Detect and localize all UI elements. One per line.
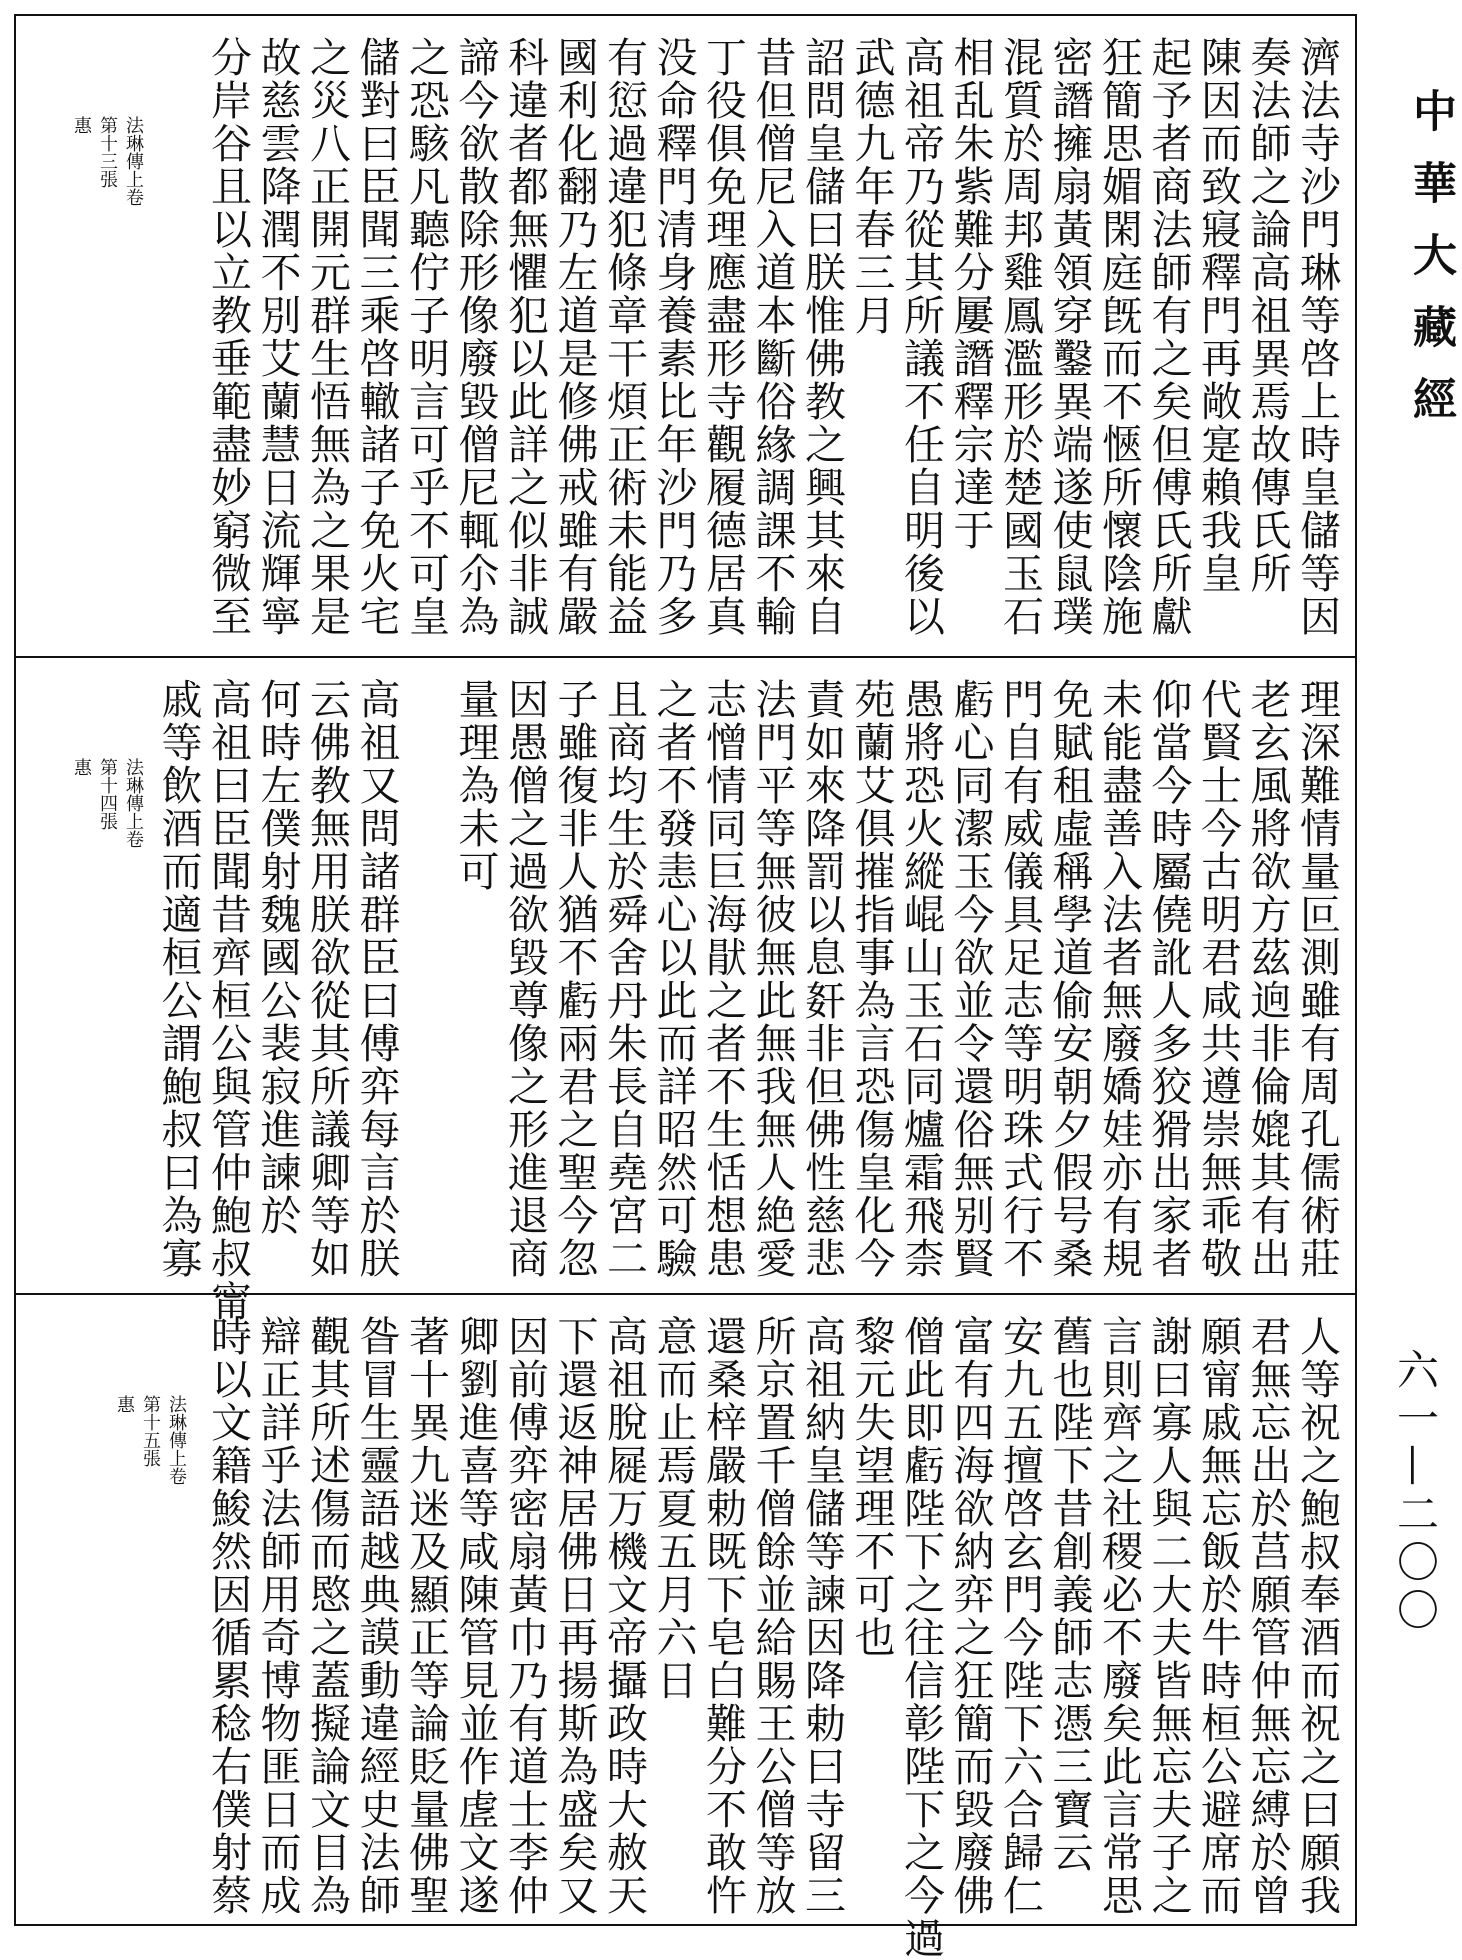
text-column: 高祖曰臣聞昔齊桓公與管仲鮑叔甯 [204,678,252,1323]
text-column: 昔但僧尼入道本斷俗緣調課不輸 [748,36,797,638]
collection-title: 中華大藏經 [1405,88,1456,448]
margin-book-title: 法琳傳上卷 [123,758,144,848]
text-column: 丁役俱免理應盡形寺觀履德居真 [699,36,747,638]
text-column: 之災八正開元群生悟無為之果是 [303,36,351,638]
text-column: 老玄風將欲方茲逈非倫媲其有出 [1243,678,1292,1280]
text-column: 混質於周邦雞鳳濫形於楚國玉石 [996,36,1044,638]
text-column: 富有四海欲納弈之狂簡而毀廢佛 [946,1315,995,1917]
text-column: 陳因而致寢釋門再敞寔賴我皇 [1194,36,1242,595]
text-column: 時以文籍鮻然因循累稔右僕射蔡 [204,1315,252,1917]
text-column: 昝冒生靈語越典謨動違經史法師 [352,1315,401,1917]
text-column: 所京置千僧餘並給賜王公僧等放 [748,1315,797,1917]
text-column: 狂簡思媚閑庭旣而不愜所懷陰施 [1095,36,1143,638]
text-column: 代賢士今古明君咸共遵崇無乖敬 [1194,678,1242,1280]
text-column: 密譖擁扇黃領穿鑿異端遂使鼠璞 [1045,36,1094,638]
margin-book-title: 法琳傳上卷 [123,116,144,206]
text-panel-3 [16,1293,1355,1960]
text-column: 相乱朱紫難分屢譖釋宗達于 [946,36,995,552]
panel-margin [111,1395,189,1895]
text-column: 儲對曰臣聞三乘啓轍諸子免火宅 [352,36,401,638]
panel-body [203,1315,1342,1960]
text-column: 高祖又問諸群臣曰傅弈每言於朕 [352,678,401,1280]
text-column: 詔問皇儲曰朕惟佛教之興其來自 [798,36,846,638]
text-column: 没命釋門清身養素比年沙門乃多 [649,36,698,638]
panel-body [153,678,1341,1323]
panel-margin [68,758,146,1258]
text-column: 奏法師之論高祖異焉故傳氏所 [1243,36,1292,595]
text-column: 量理為未可 [451,678,500,893]
text-column: 仰當今時屬僥訛人多狡猾出家者 [1144,678,1193,1280]
text-column: 辯正詳乎法師用奇博物匪日而成 [253,1315,302,1917]
text-column: 門自有威儀具足志等明珠式行不 [996,678,1044,1280]
text-column: 何時左僕射魏國公裴寂進諫於 [253,678,302,1237]
text-column: 故慈雲降潤不別艾蘭慧日流輝寧 [253,36,302,638]
text-column: 因愚僧之過欲毀尊像之形進退商 [501,678,549,1280]
text-panel-1 [16,16,1355,656]
text-column: 理深難情量叵測雖有周孔儒術莊 [1293,678,1341,1280]
text-panel-2 [16,656,1355,1323]
text-column: 高祖脫屣万機文帝攝政時大赦天 [600,1315,648,1917]
text-column: 起予者商法師有之矣但傅氏所獻 [1144,36,1193,638]
text-column: 願甯戚無忘飯於牛時桓公避席而 [1194,1315,1242,1917]
margin-sheet-number: 第十五張 [140,1395,161,1467]
text-column: 舊也陛下昔創義師志憑三寶云 [1045,1315,1094,1874]
text-column: 科違者都無懼犯以此詳之似非誠 [501,36,549,638]
text-column: 下還返神居佛日再揚斯為盛矣又 [550,1315,599,1917]
text-column: 虧心同潔玉今欲並令還俗無别賢 [946,678,995,1280]
text-column: 諦今欲散除形像廢毀僧尼輒尒為 [451,36,500,638]
text-column: 之恐駭凡聽佇子明言可乎不可皇 [402,36,450,638]
text-column: 著十異九迷及顯正等論貶量佛聖 [402,1315,450,1917]
panel-margin [68,116,146,616]
text-column: 分岸谷且以立教垂範盡妙窮微至 [204,36,252,638]
text-column: 且商均生於舜舍丹朱長自堯宮二 [600,678,648,1280]
text-column: 愚將恐火縱崐山玉石同爐霜飛柰 [897,678,945,1280]
text-column: 君無忘出於莒願管仲無忘縛於曾 [1243,1315,1292,1917]
text-column: 卿劉進喜等咸陳管見並作虗文遂 [451,1315,500,1917]
text-column: 武德九年春三月 [847,36,896,337]
margin-mark: 惠 [71,758,92,776]
text-column: 因前傅弈密扇黃巾乃有道士李仲 [501,1315,549,1917]
text-column: 還桑梓嚴勅既下皂白難分不敢忤 [699,1315,747,1917]
text-column: 濟法寺沙門琳等啓上時皇儲等因 [1293,36,1341,638]
text-column: 意而止焉夏五月六日 [649,1315,698,1702]
margin-book-title: 法琳傳上卷 [166,1395,187,1485]
panel-body [203,36,1342,636]
margin-mark: 惠 [71,116,92,134]
text-column: 志憎情同巨海猒之者不生恬想患 [699,678,747,1280]
page-number: 六一—二〇〇 [1391,1348,1440,1636]
text-column: 免賦租虛稱學道偷安朝夕假号桑 [1045,678,1094,1280]
text-column: 子雖復非人猶不虧兩君之聖今忽 [550,678,599,1280]
text-column: 謝曰寡人與二大夫皆無忘夫子之 [1144,1315,1193,1917]
text-column: 有愆過違犯條章干煩正術未能益 [600,36,648,638]
text-column: 言則齊之社稷必不廢矣此言常思 [1095,1315,1143,1917]
text-column: 觀其所述傷而愍之蓋擬論文目為 [303,1315,351,1917]
text-column: 云佛教無用朕欲從其所議卿等如 [303,678,351,1280]
margin-sheet-number: 第十三張 [97,116,118,188]
text-column: 高祖帝乃從其所議不任自明後以 [897,36,945,638]
text-column: 戚等飲酒而適桓公謂鮑叔曰為寡 [154,678,203,1280]
margin-mark: 惠 [114,1395,135,1413]
text-column: 安九五擅啓玄門今陛下六合歸仁 [996,1315,1044,1917]
text-column: 之者不發恚心以此而詳昭然可驗 [649,678,698,1280]
text-column: 僧此即虧陛下之往信彰陛下之今過 [897,1315,945,1960]
text-column: 法門平等無彼無此無我無人絶愛 [748,678,797,1280]
margin-sheet-number: 第十四張 [97,758,118,830]
text-column: 國利化翻乃左道是修佛戒雖有嚴 [550,36,599,638]
text-column: 黎元失望理不可也 [847,1315,896,1659]
text-column: 未能盡善入法者無廢嬌娃亦有規 [1095,678,1143,1280]
page-frame [14,14,1357,1960]
text-column: 責如來降罰以息姧非但佛性慈悲 [798,678,846,1280]
text-column: 人等祝之鮑叔奉酒而祝之曰願我 [1293,1315,1341,1917]
text-column: 苑蘭艾俱摧指事為言恐傷皇化今 [847,678,896,1280]
text-column: 高祖納皇儲等諫因降勅曰寺留三 [798,1315,846,1917]
